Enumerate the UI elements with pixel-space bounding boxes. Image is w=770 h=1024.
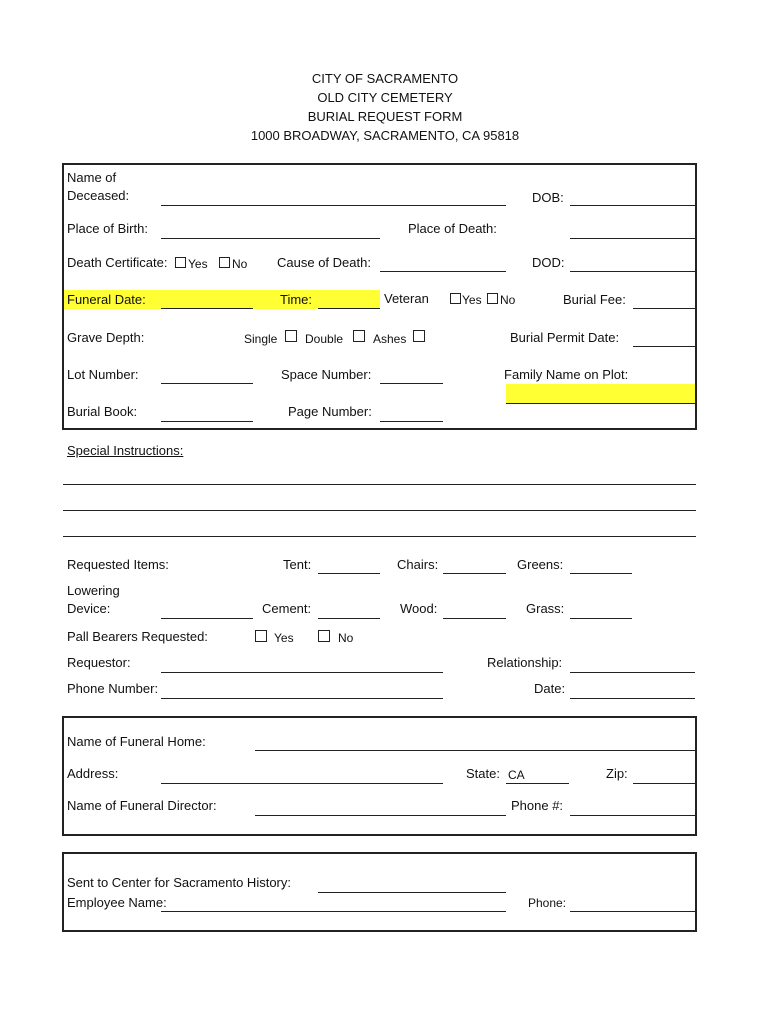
double-label: Double bbox=[305, 332, 344, 346]
place-of-birth-field[interactable] bbox=[161, 238, 380, 239]
state-label: State: bbox=[466, 766, 500, 781]
requestor-label: Requestor: bbox=[67, 655, 131, 670]
funeral-home-phone-field[interactable] bbox=[570, 815, 695, 816]
place-of-death-label: Place of Death: bbox=[408, 221, 497, 236]
pall-bearers-yes-checkbox[interactable] bbox=[255, 630, 267, 642]
double-checkbox[interactable] bbox=[353, 330, 365, 342]
special-instructions-line-1[interactable] bbox=[63, 484, 696, 485]
burial-book-label: Burial Book: bbox=[67, 404, 138, 419]
dob-field[interactable] bbox=[570, 205, 695, 206]
death-certificate-yes-checkbox[interactable] bbox=[175, 257, 186, 268]
place-of-death-field[interactable] bbox=[570, 238, 695, 239]
family-name-highlight bbox=[506, 384, 695, 403]
sent-to-center-field[interactable] bbox=[318, 892, 506, 893]
history-phone-field[interactable] bbox=[570, 911, 695, 912]
cause-of-death-field[interactable] bbox=[380, 271, 506, 272]
dob-label: DOB: bbox=[532, 190, 564, 205]
place-of-birth-label: Place of Birth: bbox=[67, 221, 148, 236]
phone-number-field[interactable] bbox=[161, 698, 443, 699]
space-number-field[interactable] bbox=[380, 383, 443, 384]
funeral-date-label: Funeral Date: bbox=[67, 292, 146, 307]
dod-field[interactable] bbox=[570, 271, 695, 272]
grave-depth-label: Grave Depth: bbox=[67, 330, 145, 345]
chairs-label: Chairs: bbox=[397, 557, 439, 572]
ashes-label: Ashes bbox=[373, 332, 407, 346]
pall-bearers-yes-label: Yes bbox=[274, 631, 294, 645]
device-label: Device: bbox=[67, 601, 111, 616]
name-of-label: Name of bbox=[67, 170, 117, 185]
date-field[interactable] bbox=[570, 698, 695, 699]
family-name-on-plot-field[interactable] bbox=[506, 403, 695, 404]
phone-number-label: Phone Number: bbox=[67, 681, 159, 696]
space-number-label: Space Number: bbox=[281, 367, 372, 382]
pall-bearers-label: Pall Bearers Requested: bbox=[67, 629, 208, 644]
header-line-1: CITY OF SACRAMENTO bbox=[311, 71, 459, 86]
dod-label: DOD: bbox=[532, 255, 565, 270]
cement-field[interactable] bbox=[318, 618, 380, 619]
header-address: 1000 BROADWAY, SACRAMENTO, CA 95818 bbox=[250, 128, 520, 143]
burial-fee-field[interactable] bbox=[633, 308, 695, 309]
special-instructions-line-3[interactable] bbox=[63, 536, 696, 537]
page-number-label: Page Number: bbox=[288, 404, 372, 419]
sent-to-center-label: Sent to Center for Sacramento History: bbox=[67, 875, 291, 890]
funeral-home-phone-label: Phone #: bbox=[511, 798, 564, 813]
death-certificate-yes-label: Yes bbox=[188, 257, 208, 271]
funeral-date-field[interactable] bbox=[161, 308, 253, 309]
employee-name-field[interactable] bbox=[161, 911, 506, 912]
state-value[interactable]: CA bbox=[508, 768, 525, 782]
lowering-label: Lowering bbox=[67, 583, 120, 598]
burial-permit-date-label: Burial Permit Date: bbox=[510, 330, 620, 345]
grass-field[interactable] bbox=[570, 618, 632, 619]
pall-bearers-no-checkbox[interactable] bbox=[318, 630, 330, 642]
zip-field[interactable] bbox=[633, 783, 695, 784]
special-instructions-label: Special Instructions: bbox=[67, 443, 184, 458]
grass-label: Grass: bbox=[526, 601, 565, 616]
funeral-home-name-field[interactable] bbox=[255, 750, 695, 751]
tent-field[interactable] bbox=[318, 573, 380, 574]
form-title: BURIAL REQUEST FORM bbox=[307, 109, 463, 124]
tent-label: Tent: bbox=[283, 557, 312, 572]
state-field[interactable] bbox=[506, 783, 569, 784]
special-instructions-line-2[interactable] bbox=[63, 510, 696, 511]
family-name-on-plot-label: Family Name on Plot: bbox=[504, 367, 629, 382]
veteran-label: Veteran bbox=[384, 291, 429, 306]
page-number-field[interactable] bbox=[380, 421, 443, 422]
cement-label: Cement: bbox=[262, 601, 312, 616]
zip-label: Zip: bbox=[606, 766, 628, 781]
time-field[interactable] bbox=[318, 308, 380, 309]
lot-number-label: Lot Number: bbox=[67, 367, 139, 382]
death-certificate-no-checkbox[interactable] bbox=[219, 257, 230, 268]
relationship-field[interactable] bbox=[570, 672, 695, 673]
burial-book-field[interactable] bbox=[161, 421, 253, 422]
funeral-director-label: Name of Funeral Director: bbox=[67, 798, 217, 813]
time-label: Time: bbox=[280, 292, 313, 307]
funeral-home-name-label: Name of Funeral Home: bbox=[67, 734, 206, 749]
wood-label: Wood: bbox=[400, 601, 438, 616]
cause-of-death-label: Cause of Death: bbox=[277, 255, 371, 270]
veteran-no-label: No bbox=[500, 293, 516, 307]
pall-bearers-no-label: No bbox=[338, 631, 354, 645]
burial-permit-date-field[interactable] bbox=[633, 346, 695, 347]
wood-field[interactable] bbox=[443, 618, 506, 619]
deceased-name-field[interactable] bbox=[161, 205, 506, 206]
date-label: Date: bbox=[534, 681, 566, 696]
address-field[interactable] bbox=[161, 783, 443, 784]
lowering-device-field[interactable] bbox=[161, 618, 253, 619]
address-label: Address: bbox=[67, 766, 119, 781]
veteran-yes-label: Yes bbox=[462, 293, 482, 307]
single-label: Single bbox=[244, 332, 278, 346]
ashes-checkbox[interactable] bbox=[413, 330, 425, 342]
requested-items-label: Requested Items: bbox=[67, 557, 169, 572]
lot-number-field[interactable] bbox=[161, 383, 253, 384]
veteran-no-checkbox[interactable] bbox=[487, 293, 498, 304]
death-certificate-no-label: No bbox=[232, 257, 248, 271]
single-checkbox[interactable] bbox=[285, 330, 297, 342]
funeral-director-field[interactable] bbox=[255, 815, 506, 816]
history-phone-label: Phone: bbox=[528, 896, 567, 910]
greens-field[interactable] bbox=[570, 573, 632, 574]
chairs-field[interactable] bbox=[443, 573, 506, 574]
relationship-label: Relationship: bbox=[487, 655, 563, 670]
header-line-2: OLD CITY CEMETERY bbox=[317, 90, 453, 105]
deceased-label: Deceased: bbox=[67, 188, 130, 203]
employee-name-label: Employee Name: bbox=[67, 895, 167, 910]
requestor-field[interactable] bbox=[161, 672, 443, 673]
veteran-yes-checkbox[interactable] bbox=[450, 293, 461, 304]
greens-label: Greens: bbox=[517, 557, 564, 572]
death-certificate-label: Death Certificate: bbox=[67, 255, 168, 270]
burial-fee-label: Burial Fee: bbox=[563, 292, 626, 307]
